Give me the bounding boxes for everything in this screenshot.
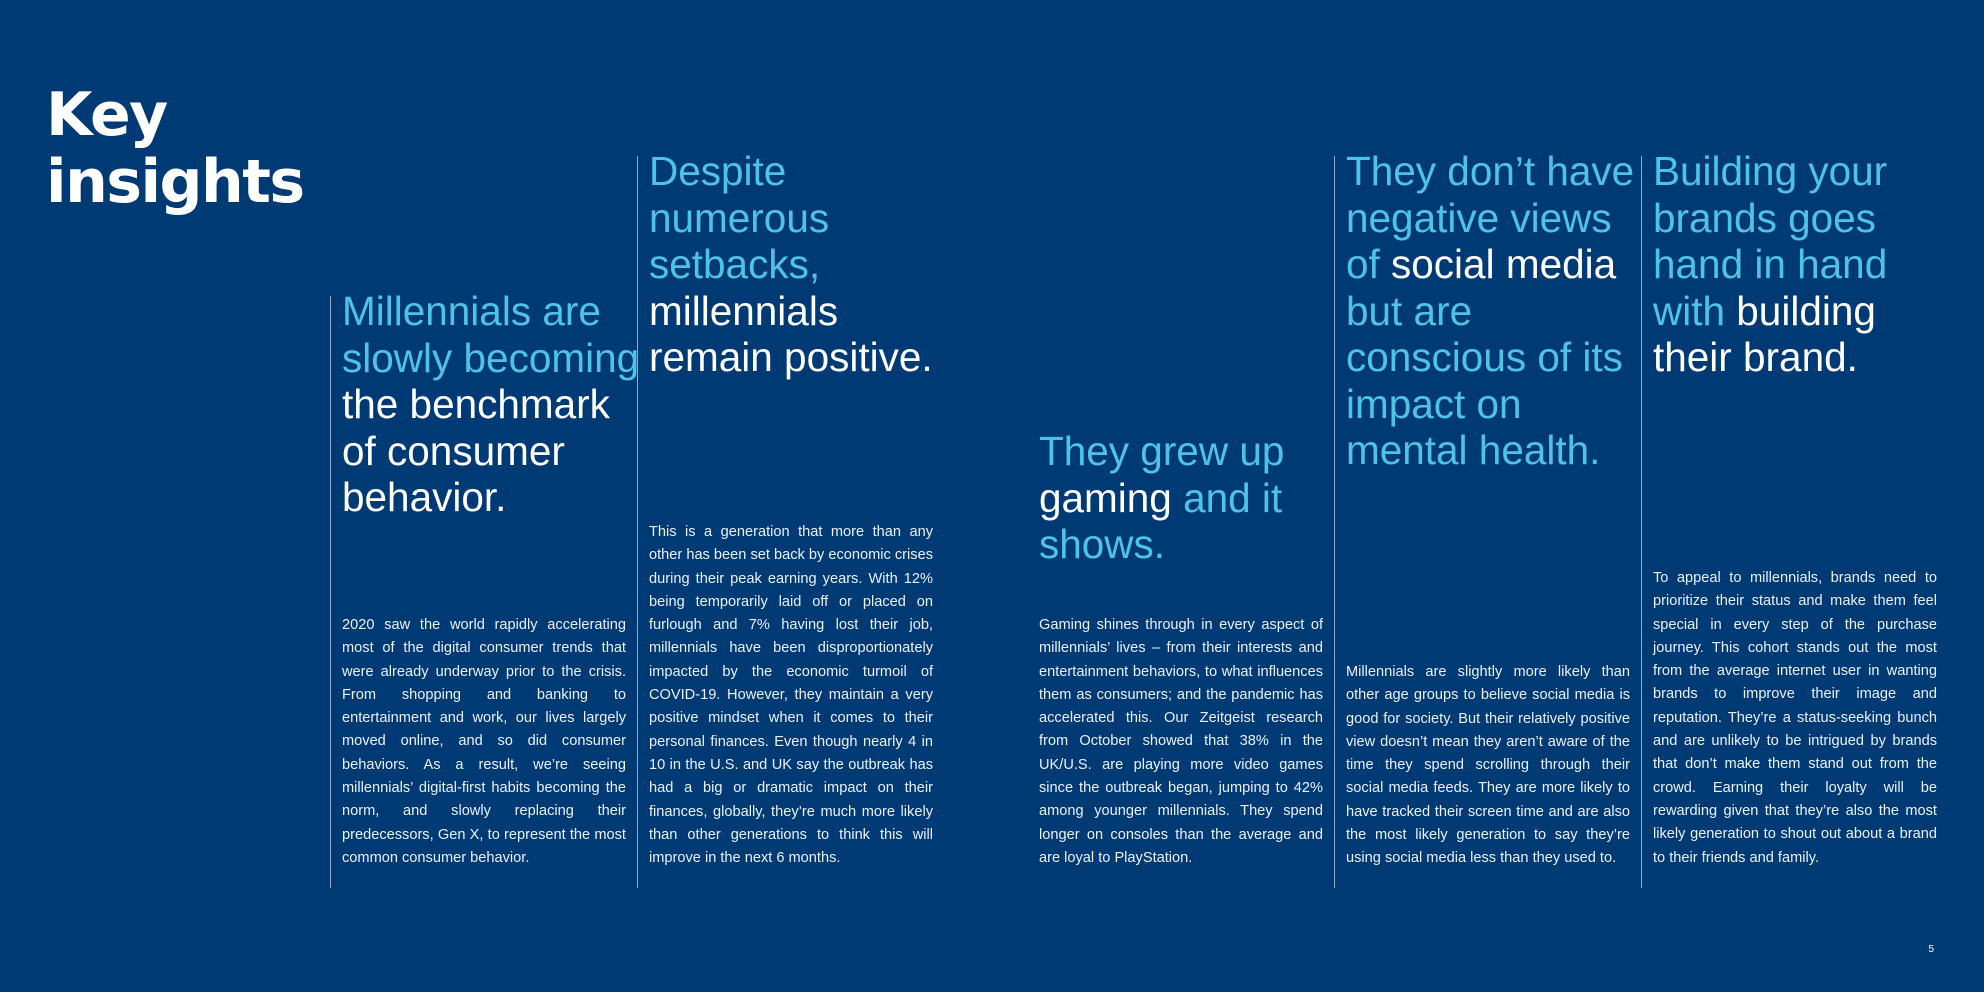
insight-heading-3-part-1: They grew up [1039,428,1285,474]
insight-column-1 [330,288,640,888]
insight-heading-1-highlight: Millennials are slowly becoming [342,288,640,381]
insight-body-5: To appeal to millennials, brands need to prioritize their status and make them feel special in every step of the purchase journey. This cohort stands out the most from the average internet user in wanting brands to improve their image and reputation. They’re a status-seeking bunch and are unlikely to be intrigued by brands that don’t make them stand out from the crowd. Earning their loyalty will be rewarding given that they’re also the most likely generation to shout out about a brand to their friends and family. [1653,570,1937,866]
insight-body-4: Millennials are slightly more likely than other age groups to believe social media is good for society. But their relatively positive view doesn’t mean they aren’t aware of the time they spend scrolling through their social media feeds. They are more likely to have tracked their screen time and are also the most likely generation to say they’re using social media less than they used to. [1346,664,1630,867]
insight-heading-1-rest: the benchmark of consumer behavior. [342,381,610,520]
page-number: 5 [1928,944,1934,955]
insight-body-3: Gaming shines through in every aspect of millennials’ lives – from their interests and entertainment behaviors, to what influences them as consumers; and the pandemic has accelerated this. Our Zeitgeist research from October showed that 38% in the UK/U.S. are playing more video games since the outbreak began, jumping to 42% among younger millennials. They spend longer on consoles than the average and are loyal to PlayStation. [1039,617,1323,866]
insight-body-2: This is a generation that more than any other has been set back by economic crises during their peak earning years. With 12% being temporarily laid off or placed on furlough and 7% having lost their job, millennials have been disproportionately impacted by the economic turmoil of COVID-19. However, they maintain a very positive mindset when it comes to their personal finances. Even though nearly 4 in 10 in the U.S. and UK say the outbreak has had a big or dramatic impact on their finances, globally, they’re much more likely than other generations to think this will improve in the next 6 months. [649,524,933,867]
insight-heading-2 [649,148,949,381]
page-title-line-1: Key [46,80,167,150]
insight-heading-5 [1653,148,1953,381]
insight-heading-4 [1346,148,1646,474]
insight-column-4 [1334,148,1635,888]
insight-heading-3-part-3: and it shows. [1039,474,1283,567]
insight-heading-4-part-3: but are conscious of its impact on mental health. [1346,287,1623,473]
insight-heading-4-part-1: They don’t have negative views of [1346,148,1635,287]
page-title-line-2: insights [46,147,304,217]
insight-heading-4-part-2: social media [1379,241,1617,287]
insight-body-1: 2020 saw the world rapidly accelerating most of the digital consumer trends that were already underway prior to the crisis. From shopping and banking to entertainment and work, our lives largely moved online, and so did consumer behaviors. As a result, we’re seeing millennials’ digital-first habits becoming the norm, and slowly replacing their predecessors, Gen X, to represent the most common consumer behavior. [342,617,626,866]
insight-column-5 [1641,148,1937,888]
insight-heading-2-highlight: Despite numerous setbacks, [649,148,830,287]
insight-heading-5-highlight: Building your brands goes hand in hand with [1653,148,1888,334]
insight-heading-3-part-2: gaming [1039,474,1172,521]
page-title [46,82,304,216]
insight-column-2 [637,148,933,888]
insight-heading-3 [1039,428,1339,568]
insight-heading-1 [342,288,642,521]
insight-heading-5-rest: building their brand. [1653,287,1876,380]
insight-heading-2-rest: millennials remain positive. [649,287,933,380]
